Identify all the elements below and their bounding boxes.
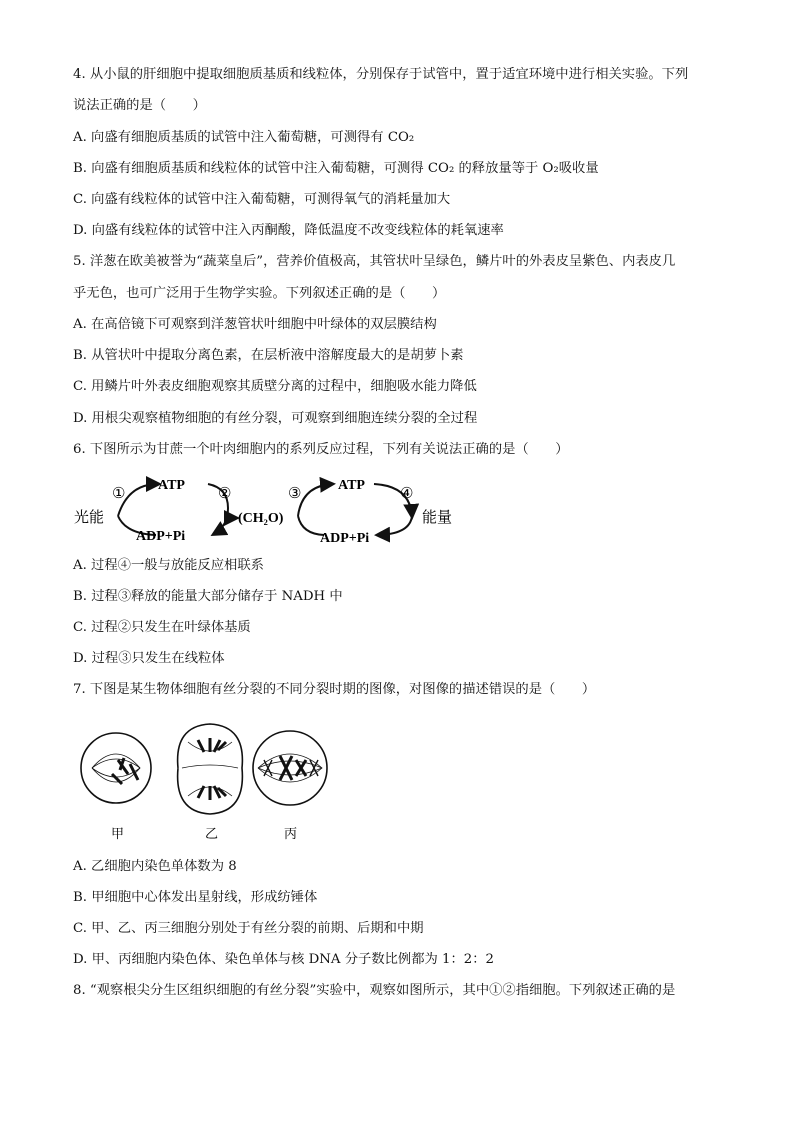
q7-option-b: B. 甲细胞中心体发出星射线，形成纺锤体 bbox=[73, 890, 318, 905]
step-1-label: ① bbox=[112, 486, 126, 502]
q6-option-b: B. 过程③释放的能量大部分储存于 NADH 中 bbox=[73, 589, 343, 604]
q6-option-a: A. 过程④一般与放能反应相联系 bbox=[73, 558, 264, 573]
step-2-label: ② bbox=[218, 486, 232, 502]
step-4-label: ④ bbox=[400, 486, 414, 502]
q4-option-c: C. 向盛有线粒体的试管中注入葡萄糖，可测得氧气的消耗量加大 bbox=[73, 192, 451, 207]
q7-option-a: A. 乙细胞内染色单体数为 8 bbox=[73, 859, 237, 874]
q5-option-c: C. 用鳞片叶外表皮细胞观察其质壁分离的过程中，细胞吸水能力降低 bbox=[73, 379, 477, 394]
cell-jia bbox=[81, 733, 151, 803]
adp-label-right: ADP+Pi bbox=[320, 531, 370, 546]
q7-option-d: D. 甲、丙细胞内染色体、染色单体与核 DNA 分子数比例都为 1：2：2 bbox=[73, 952, 495, 967]
q5-stem-line2: 乎无色，也可广泛用于生物学实验。下列叙述正确的是（ ） bbox=[73, 286, 446, 301]
step-3-label: ③ bbox=[288, 486, 302, 502]
cell-yi bbox=[178, 724, 243, 814]
q4-option-d: D. 向盛有线粒体的试管中注入丙酮酸，降低温度不改变线粒体的耗氧速率 bbox=[73, 223, 504, 238]
adp-label-left: ADP+Pi bbox=[136, 529, 186, 544]
arrow-right-return bbox=[378, 516, 412, 535]
q6-option-d: D. 过程③只发生在线粒体 bbox=[73, 651, 225, 666]
q4-option-b: B. 向盛有细胞质基质和线粒体的试管中注入葡萄糖，可测得 CO₂ 的释放量等于 O₂吸收量 bbox=[73, 161, 599, 176]
energy-flow-diagram bbox=[70, 474, 470, 550]
q8-stem-line1: 8. “观察根尖分生区组织细胞的有丝分裂”实验中，观察如图所示，其中①②指细胞。下列叙述正确的是 bbox=[73, 983, 676, 998]
light-energy-label: 光能 bbox=[74, 510, 105, 526]
arrow-3 bbox=[298, 484, 332, 516]
mitosis-cells-figure bbox=[78, 720, 338, 846]
atp-label-left: ATP bbox=[158, 478, 185, 493]
q4-option-a: A. 向盛有细胞质基质的试管中注入葡萄糖，可测得有 CO₂ bbox=[73, 130, 415, 145]
energy-label: 能量 bbox=[422, 510, 453, 526]
q5-option-b: B. 从管状叶中提取分离色素，在层析液中溶解度最大的是胡萝卜素 bbox=[73, 348, 464, 363]
q7-option-c: C. 甲、乙、丙三细胞分别处于有丝分裂的前期、后期和中期 bbox=[73, 921, 424, 936]
atp-label-right: ATP bbox=[338, 478, 365, 493]
q4-stem-line2: 说法正确的是（ ） bbox=[73, 98, 206, 113]
q5-stem-line1: 5. 洋葱在欧美被誉为“蔬菜皇后”，营养价值极高，其管状叶呈绿色，鳞片叶的外表皮呈紫色、内表皮几 bbox=[73, 254, 676, 269]
label-bing: 丙 bbox=[284, 826, 298, 841]
q5-option-a: A. 在高倍镜下可观察到洋葱管状叶细胞中叶绿体的双层膜结构 bbox=[73, 317, 437, 332]
q6-option-c: C. 过程②只发生在叶绿体基质 bbox=[73, 620, 251, 635]
label-jia: 甲 bbox=[111, 826, 125, 841]
label-yi: 乙 bbox=[205, 826, 219, 841]
q5-option-d: D. 用根尖观察植物细胞的有丝分裂，可观察到细胞连续分裂的全过程 bbox=[73, 411, 478, 426]
q4-stem-line1: 4. 从小鼠的肝细胞中提取细胞质基质和线粒体，分别保存于试管中，置于适宜环境中进行相关实验。下列 bbox=[73, 67, 689, 82]
q7-stem: 7. 下图是某生物体细胞有丝分裂的不同分裂时期的图像，对图像的描述错误的是（ ） bbox=[73, 682, 596, 697]
cell-bing bbox=[253, 731, 327, 805]
q6-stem: 6. 下图所示为甘蔗一个叶肉细胞内的系列反应过程，下列有关说法正确的是（ ） bbox=[73, 442, 569, 457]
ch2o-label: (CH₂O) bbox=[238, 511, 284, 526]
